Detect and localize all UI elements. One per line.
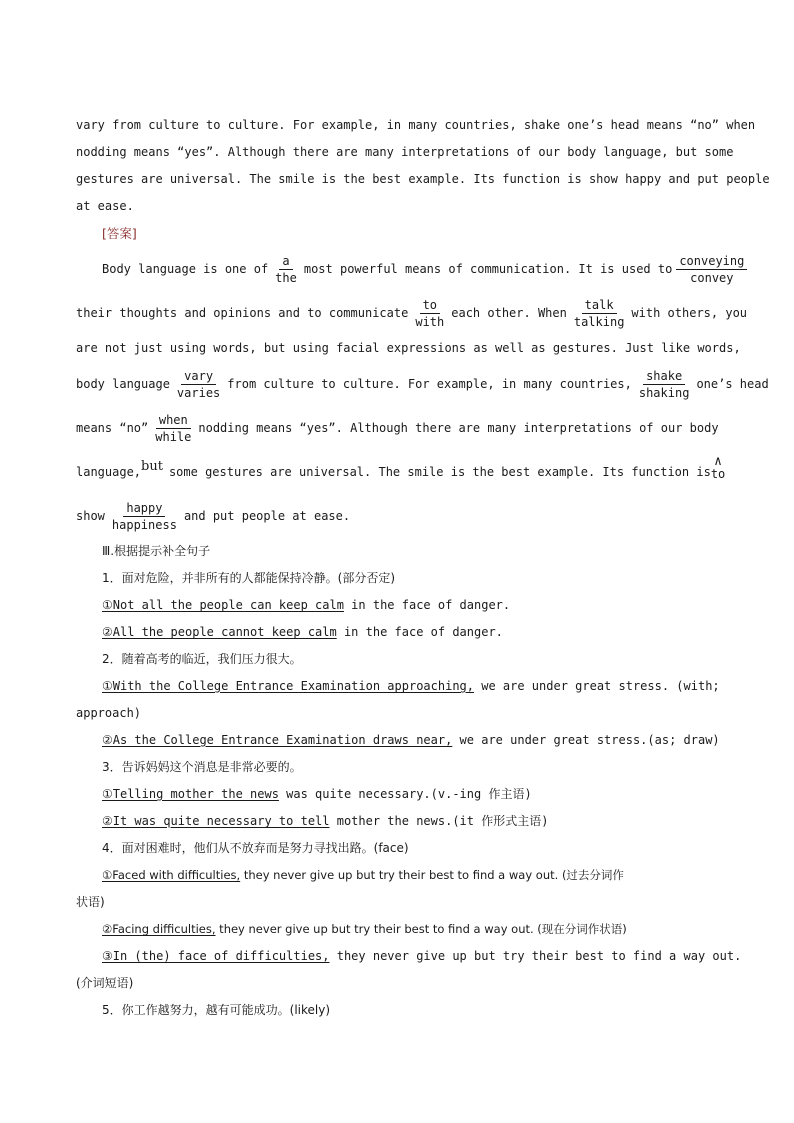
section-3 [76,538,742,1024]
answer-text: Body language is one of [102,261,269,276]
answer-text: from culture to culture. For example, in many countries, [227,376,632,391]
answer-line-2 [76,291,748,335]
answer-1-2: ②All the people cannot keep calm in the face of danger. [102,625,503,639]
question-5: 5．你工作越努力，越有可能成功。(likely) [102,1003,331,1017]
answer-text: some gestures are universal. The smile is the best example. Its function is [168,464,711,479]
answer-4-1-cont: 状语) [76,895,105,909]
intro-line-3: gestures are universal. The smile is the best example. Its function is show happy and put people [76,172,770,186]
question-1: 1．面对危险，并非所有的人都能保持冷静。(部分否定) [102,571,396,585]
question-4: 4．面对困难时，他们从不放弃而是努力寻找出路。(face) [102,841,409,855]
answer-line-1 [76,247,745,291]
correction-with: to with [415,297,445,329]
answer-text: with others, you [631,305,748,320]
answer-text: means “no” [76,420,149,435]
correction-while: when while [155,412,192,444]
answer-text: body language [76,376,170,391]
intro-line-1: vary from culture to culture. For example, in many countries, shake one’s head means “no” when [76,118,756,132]
correction-convey: conveying convey [676,253,747,286]
answer-line-3: are not just using words, but using facial expressions as well as gestures. Just like words, [76,341,741,355]
answer-4-3-cont: (介词短语) [76,976,134,990]
answer-3-1: ①Telling mother the news was quite necessary.(v.-ing 作主语) [102,787,532,801]
question-3: 3．告诉妈妈这个消息是非常必要的。 [102,760,302,774]
correction-a-the: a the [275,253,297,285]
correction-talking: talk talking [573,297,625,329]
answer-text: nodding means “yes”. Although there are many interpretations of our body [198,420,719,435]
section-heading: Ⅲ.根据提示补全句子 [102,544,211,558]
answer-4-1: ①Faced with difficulties, they never give up but try their best to find a way out. (过去分词作 [102,868,624,882]
intro-paragraph [76,112,770,220]
answer-label: [答案] [102,226,137,241]
correction-happiness: happy happiness [111,500,177,532]
intro-line-4: at ease. [76,199,134,213]
answer-text: each other. When [451,305,567,320]
answer-4-3: ③In (the) face of difficulties, they never give up but try their best to find a way out. [102,949,742,963]
document-page [76,112,770,1024]
answer-2-1-cont: approach) [76,706,142,720]
deleted-word-but: but [141,458,163,474]
answer-text: their thoughts and opinions and to communicate [76,305,409,320]
answer-4-2: ②Facing difficulties, they never give up but try their best to find a way out. (现在分词作状语) [102,922,627,936]
answer-text: most powerful means of communication. It is used to [303,261,673,276]
answer-3-2: ②It was quite necessary to tell mother the news.(it 作形式主语) [102,814,549,828]
answer-line-4 [76,362,769,406]
answer-line-7 [76,494,718,538]
answer-line-6 [76,450,726,494]
answer-text: language, [76,464,142,479]
answer-text: show [76,508,105,523]
insertion-mark: ∧ to [710,454,726,481]
correction-varies: vary varies [176,368,221,400]
answer-2-2: ②As the College Entrance Examination draws near, we are under great stress.(as; draw) [102,733,720,747]
correction-shaking: shake shaking [638,368,690,400]
answer-text: and put people at ease. [183,508,351,523]
question-2: 2．随着高考的临近，我们压力很大。 [102,652,302,666]
answer-line-5 [76,406,718,450]
answer-1-1: ①Not all the people can keep calm in the face of danger. [102,598,511,612]
answer-2-1: ①With the College Entrance Examination approaching, we are under great stress. (with; [102,679,720,693]
answer-paragraph [76,247,769,538]
answer-text: one’s head [696,376,769,391]
intro-line-2: nodding means “yes”. Although there are many interpretations of our body language, but some [76,145,734,159]
